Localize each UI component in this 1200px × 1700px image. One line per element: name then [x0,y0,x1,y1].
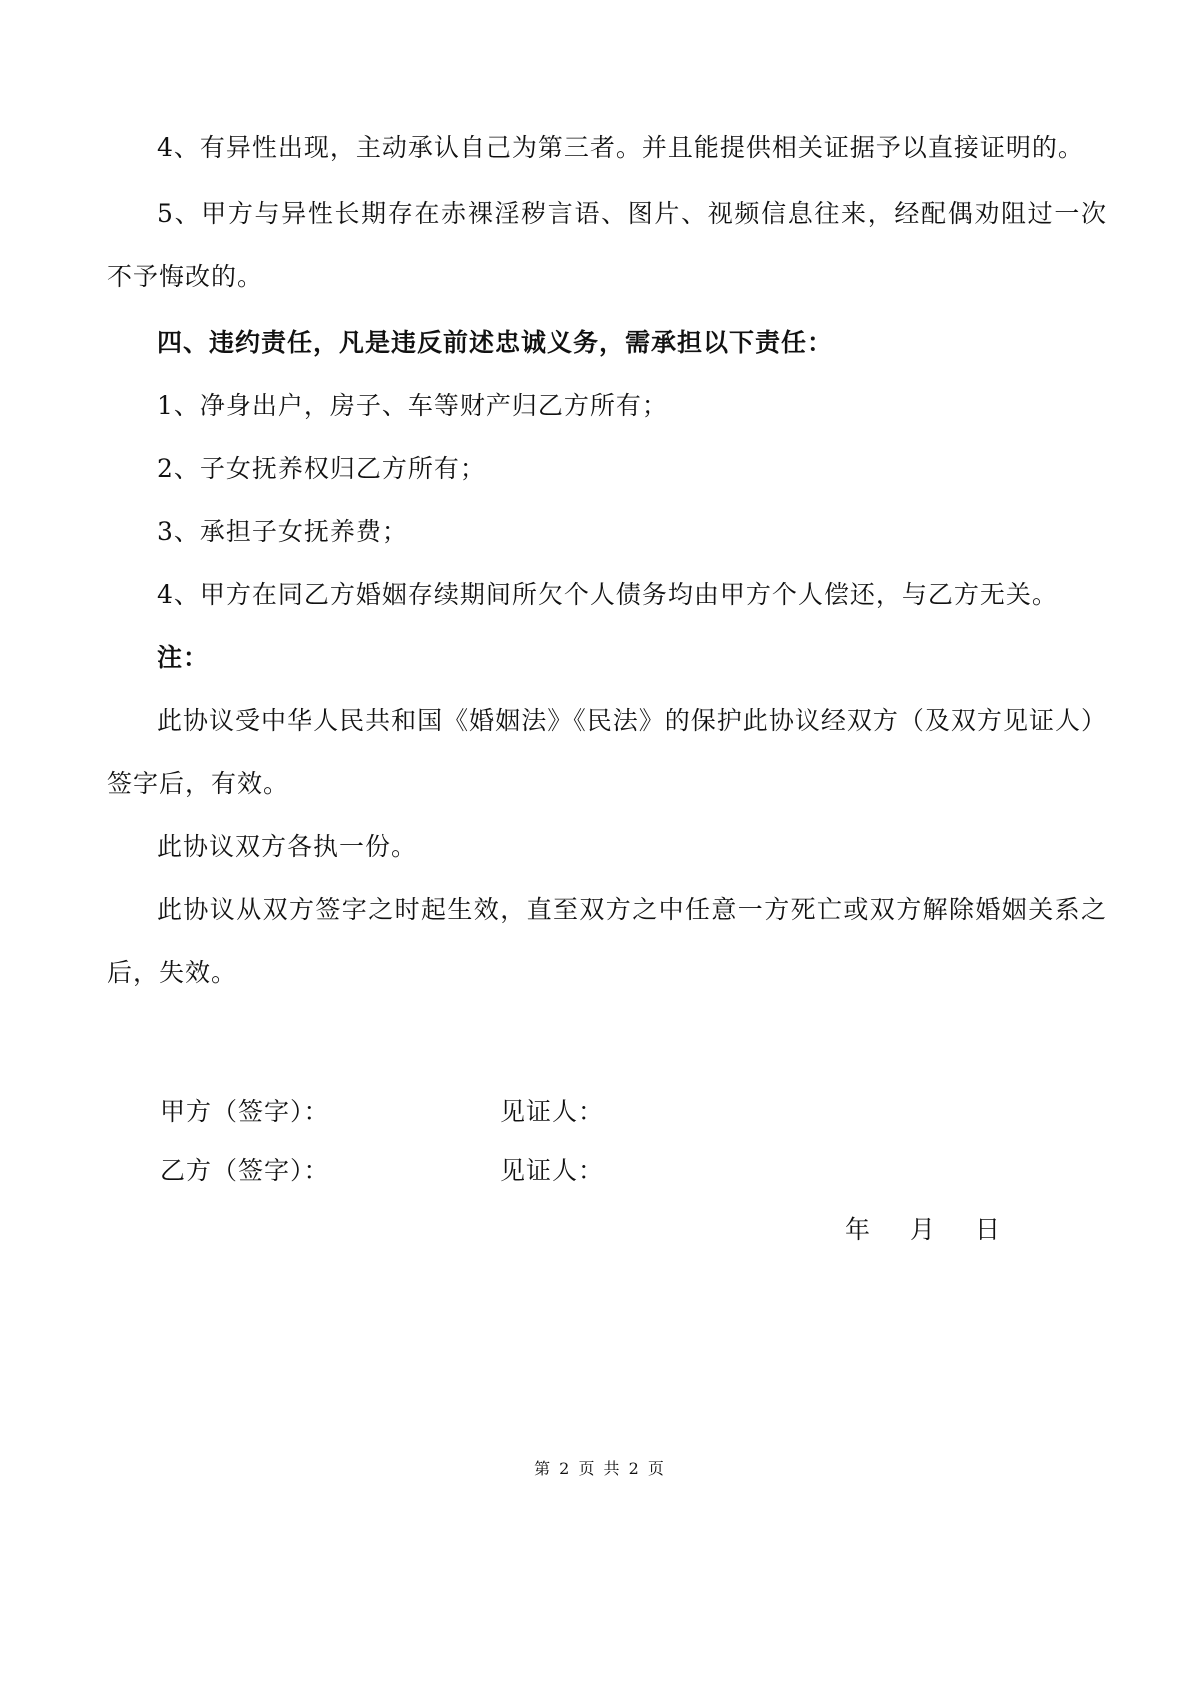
liability-item-3: 3、承担子女抚养费； [157,517,408,546]
clause-4-paragraph: 4、有异性出现，主动承认自己为第三者。并且能提供相关证据予以直接证明的。 [157,133,1084,162]
date-day-label: 日 [975,1215,1001,1244]
document-body [107,116,1107,1004]
date-year-label: 年 [845,1215,871,1244]
signature-row-b [160,1151,1060,1191]
witness-b-label: 见证人： [500,1156,605,1185]
party-a-signature-label: 甲方（签字）： [160,1097,330,1126]
clause-5-paragraph: 5、甲方与异性长期存在赤裸淫秽言语、图片、视频信息往来，经配偶劝阻过一次不予悔改的。 [107,199,1107,291]
date-month-label: 月 [910,1215,936,1244]
note-paragraph-2: 此协议双方各执一份。 [157,832,418,861]
note-heading: 注： [157,643,210,672]
section-4-heading: 四、违约责任，凡是违反前述忠诚义务，需承担以下责任： [157,328,834,357]
liability-item-1: 1、净身出户，房子、车等财产归乙方所有； [157,391,668,420]
page-number-footer: 第 2 页 共 2 页 [534,1459,666,1478]
witness-a-label: 见证人： [500,1097,605,1126]
signature-row-a [160,1092,1060,1132]
note-paragraph-3: 此协议从双方签字之时起生效，直至双方之中任意一方死亡或双方解除婚姻关系之后，失效。 [107,895,1107,987]
party-b-signature-label: 乙方（签字）： [160,1156,330,1185]
note-paragraph-1: 此协议受中华人民共和国《婚姻法》《民法》的保护此协议经双方（及双方见证人）签字后，有效。 [107,706,1107,798]
liability-item-4: 4、甲方在同乙方婚姻存续期间所欠个人债务均由甲方个人偿还，与乙方无关。 [157,580,1058,609]
liability-item-2: 2、子女抚养权归乙方所有； [157,454,486,483]
